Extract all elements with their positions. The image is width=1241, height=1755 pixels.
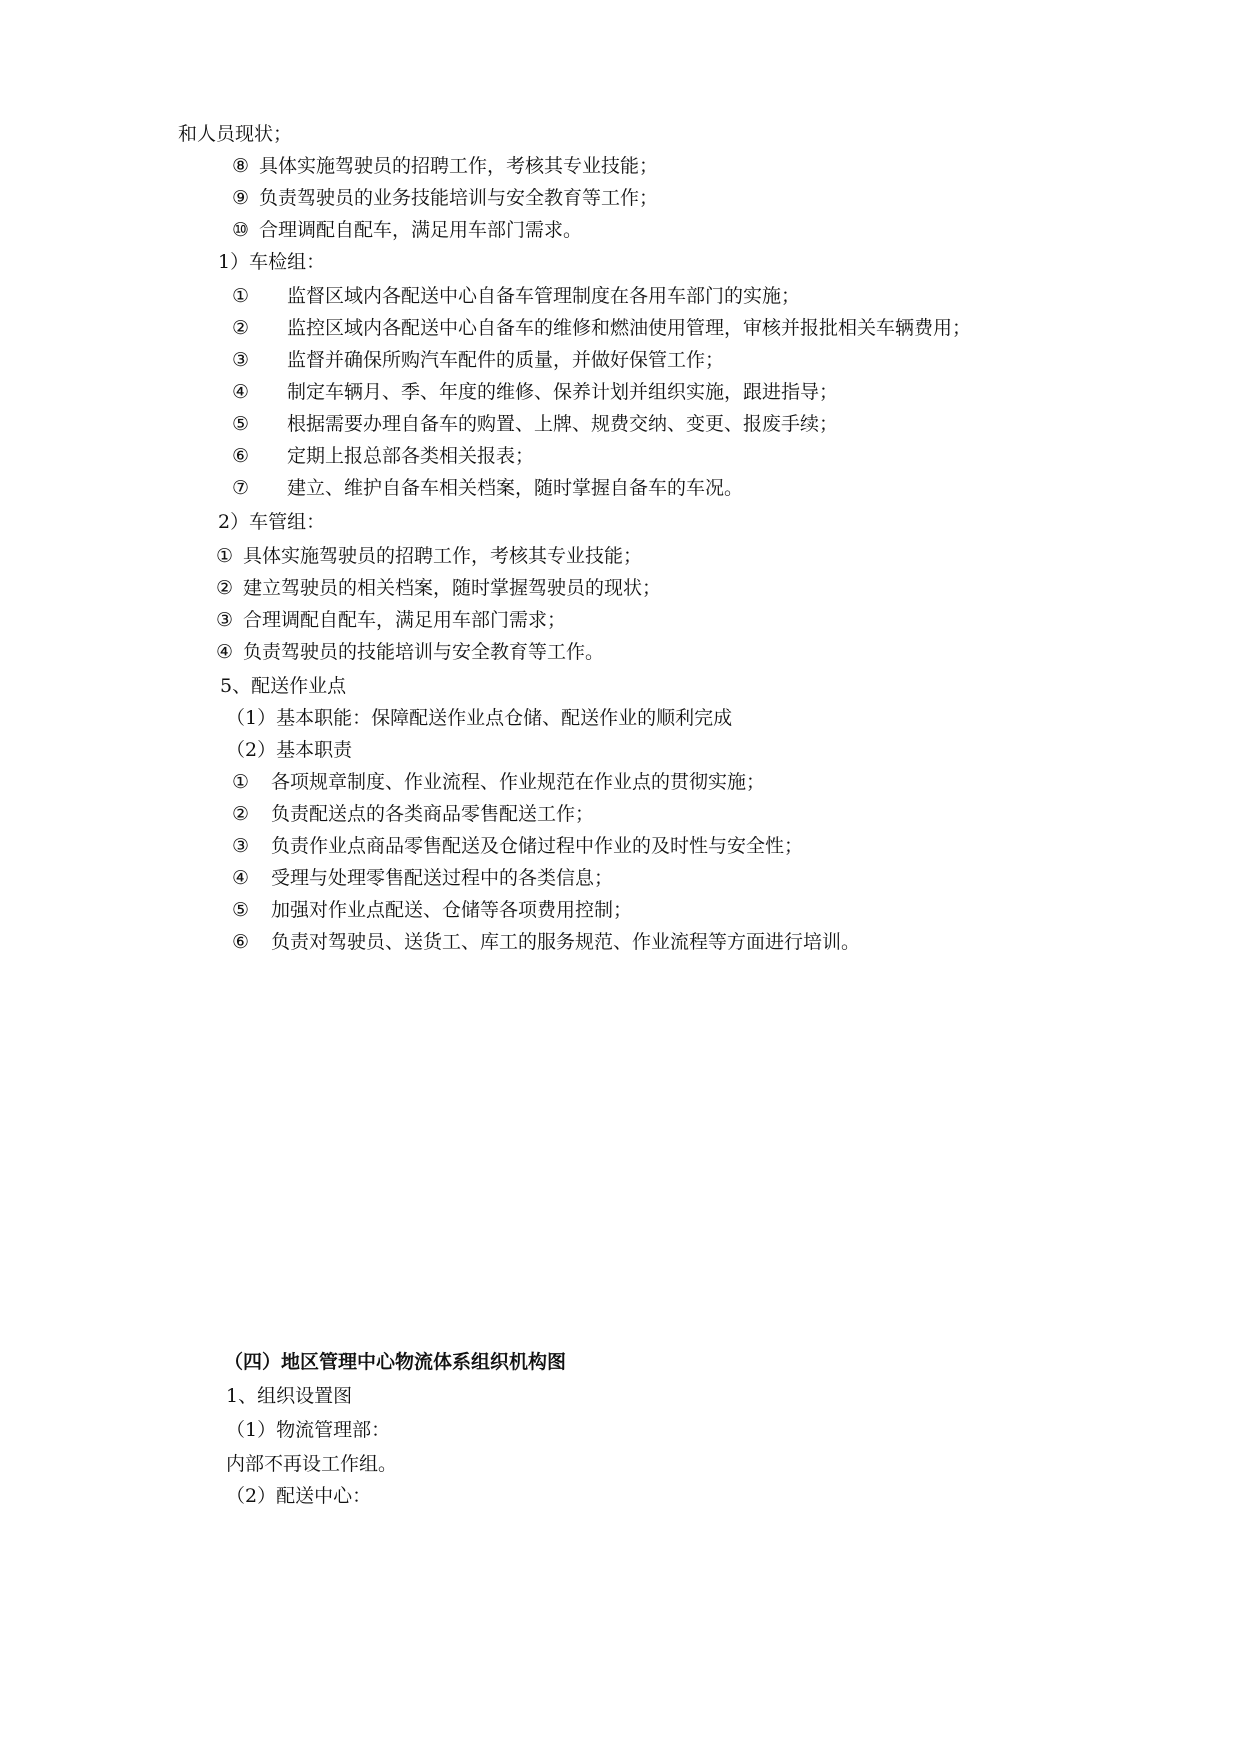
list-item <box>232 412 838 436</box>
list-number: ⑧ <box>232 155 250 177</box>
list-number: ① <box>216 545 234 567</box>
group1-title: 1）车检组： <box>218 251 326 273</box>
list-number: ⑥ <box>232 445 250 467</box>
section5-function: （1）基本职能：保障配送作业点仓储、配送作业的顺利完成 <box>226 707 733 729</box>
intro-tail-text: 和人员现状； <box>178 123 293 145</box>
list-text: 制定车辆月、季、年度的维修、保养计划并组织实施，跟进指导； <box>287 381 839 403</box>
list-number: ④ <box>232 381 250 403</box>
list-number: ③ <box>232 835 250 857</box>
list-item <box>232 866 613 890</box>
list-item <box>232 476 743 500</box>
list-number: ② <box>232 317 250 339</box>
part4-sub1-item2: （2）配送中心： <box>226 1485 372 1507</box>
list-text: 各项规章制度、作业流程、作业规范在作业点的贯彻实施； <box>271 771 766 793</box>
list-item <box>216 608 566 632</box>
list-text: 加强对作业点配送、仓储等各项费用控制； <box>271 899 633 921</box>
part4-sub1-item1-note: 内部不再设工作组。 <box>226 1453 398 1475</box>
list-text: 根据需要办理自备车的购置、上牌、规费交纳、变更、报废手续； <box>287 413 839 435</box>
list-text: 具体实施驾驶员的招聘工作，考核其专业技能； <box>243 545 643 567</box>
list-item <box>232 834 803 858</box>
list-item <box>232 380 838 404</box>
list-item <box>216 576 661 600</box>
list-number: ④ <box>232 867 250 889</box>
list-text: 建立驾驶员的相关档案，随时掌握驾驶员的现状； <box>243 577 662 599</box>
list-number: ⑤ <box>232 899 250 921</box>
list-number: ⑥ <box>232 931 250 953</box>
list-number: ③ <box>216 609 234 631</box>
list-item <box>232 218 582 242</box>
list-text: 负责对驾驶员、送货工、库工的服务规范、作业流程等方面进行培训。 <box>271 931 861 953</box>
list-text: 负责驾驶员的业务技能培训与安全教育等工作； <box>259 187 659 209</box>
list-number: ① <box>232 285 250 307</box>
list-item <box>232 284 800 308</box>
list-text: 负责作业点商品零售配送及仓储过程中作业的及时性与安全性； <box>271 835 804 857</box>
list-text: 合理调配自配车，满足用车部门需求； <box>243 609 567 631</box>
list-item <box>232 154 658 178</box>
list-text: 监控区域内各配送中心自备车的维修和燃油使用管理，审核并报批相关车辆费用； <box>287 317 972 339</box>
section5-title: 5、配送作业点 <box>220 675 347 697</box>
list-item <box>232 898 632 922</box>
part4-sub1-item1: （1）物流管理部： <box>226 1419 391 1441</box>
list-item <box>216 640 604 664</box>
list-item <box>232 802 594 826</box>
list-item <box>232 348 724 372</box>
list-item <box>232 186 658 210</box>
list-number: ② <box>232 803 250 825</box>
list-item <box>232 316 971 340</box>
list-text: 建立、维护自备车相关档案，随时掌握自备车的车况。 <box>287 477 744 499</box>
list-number: ② <box>216 577 234 599</box>
list-item <box>232 770 765 794</box>
list-text: 合理调配自配车，满足用车部门需求。 <box>259 219 583 241</box>
list-text: 受理与处理零售配送过程中的各类信息； <box>271 867 614 889</box>
list-number: ① <box>232 771 250 793</box>
list-number: ③ <box>232 349 250 371</box>
list-item <box>232 444 534 468</box>
list-number: ⑦ <box>232 477 250 499</box>
part4-sub1: 1、组织设置图 <box>226 1385 353 1407</box>
list-number: ④ <box>216 641 234 663</box>
list-number: ⑩ <box>232 219 250 241</box>
list-text: 监督区域内各配送中心自备车管理制度在各用车部门的实施； <box>287 285 801 307</box>
list-text: 具体实施驾驶员的招聘工作，考核其专业技能； <box>259 155 659 177</box>
list-text: 定期上报总部各类相关报表； <box>287 445 535 467</box>
list-item <box>216 544 642 568</box>
list-number: ⑨ <box>232 187 250 209</box>
list-text: 负责配送点的各类商品零售配送工作； <box>271 803 595 825</box>
list-text: 负责驾驶员的技能培训与安全教育等工作。 <box>243 641 605 663</box>
list-number: ⑤ <box>232 413 250 435</box>
list-item <box>232 930 860 954</box>
section5-duty-title: （2）基本职责 <box>226 739 353 761</box>
list-text: 监督并确保所购汽车配件的质量，并做好保管工作； <box>287 349 725 371</box>
part4-heading: （四）地区管理中心物流体系组织机构图 <box>224 1351 567 1373</box>
group2-title: 2）车管组： <box>218 511 326 533</box>
